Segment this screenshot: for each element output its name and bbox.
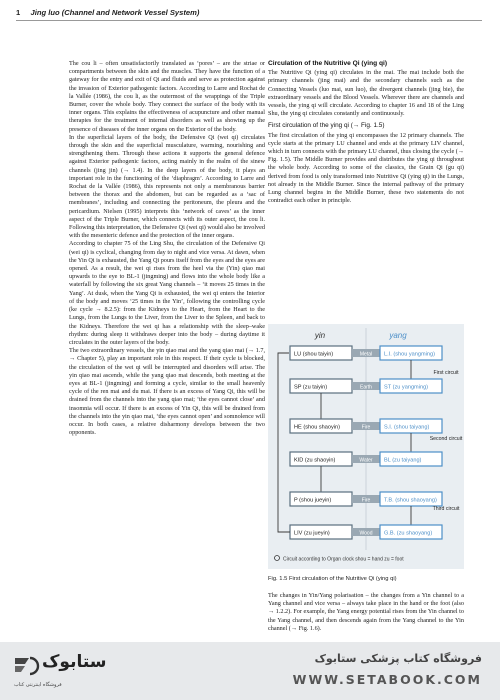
circulation-diagram: [268, 324, 464, 569]
circuit-label: Third circuit: [432, 506, 460, 512]
legend-text: Circuit according to Organ clock shou = hand zu = foot: [283, 556, 404, 563]
right-column: [268, 60, 464, 318]
element-label: Wood: [359, 530, 373, 537]
yang-channel-label: ST (zu yangming): [384, 384, 429, 391]
footer-store-title: فروشگاه کتاب پزشکی ستابوک: [314, 652, 482, 665]
legend-circuit-icon: [275, 556, 280, 561]
yin-channel-label: SP (zu taiyin): [294, 384, 328, 391]
element-label: Fire: [361, 424, 371, 431]
yin-channel-label: LIV (zu jueyin): [294, 530, 330, 537]
yin-label: yin: [314, 331, 326, 340]
intro-paragraph: The Nutritive Qi (ying qi) circulates in the mai. The mai include both the primary channels (jing mai) and the secondary channels such as the Connecting Vessels (luo mai, sun luo), the divergent channels (jing bie), the extraordinary vessels and the Blood Vessels. Wherever there are channels and vessels, the ying qi will circulate. According to chapter 16 and 18 of the Ling Shu, the ying qi circulates constantly and continuously.: [268, 69, 464, 118]
loop-back-arrow: [278, 353, 290, 532]
page-number: 1: [16, 8, 21, 17]
left-column: [69, 60, 265, 654]
page-header: [0, 0, 500, 24]
yang-channel-label: L.I. (shou yangming): [384, 351, 435, 358]
element-label: Earth: [360, 384, 372, 391]
element-label: Water: [359, 457, 373, 464]
logo-subtext: فروشگاه اینترنتی کتاب: [14, 682, 62, 688]
left-paragraph-1: The cou li – often unsatisfactorily translated as ‘pores’ – are the striae or compartments between the skin and the muscles. They have the function of a gateway for the entry and exit of Qi and fluids and serve as protection against the invasion of Exterior pathogenic factors. According to Larre and Rochat de la Vallée (1986), the cou li, as the outermost of the wrappings of the Triple Burner, cover the whole body. They connect the surface of the body with its inner organs. This explains the effectiveness of acupuncture and other manual therapies for the treatment of internal disorders as well as showing up the presence of diseases of the inner organs on the Exterior of the body.: [69, 60, 265, 133]
left-paragraph-2: In the superficial layers of the body, the Defensive Qi (wei qi) circulates through the skin and the superficial musculature, warming, nourishing and strengthening them. Through these actions it supports the general defence against Exterior pathogenic factors, acting mainly in the realm of the sinew channels (jing jin) (→ 1.4). In the deep layers of the body, it plays an important role in the functioning of the ‘diaphragm’. According to Larre and Rochat de la Vallée (1986), this represents not only a membranous barrier between the thorax and the abdomen, but can be regarded as a ‘sac of membranes’, including and connecting the peritoneum, the pleura and the pericardium. Nielsen (1995) interprets this ‘network of caves’ as the inner aspect of the Triple Burner, which connects with its outer aspect, the cou li. Following this interpretation, the Defensive Qi (wei qi) would also be involved with the mesenteric defence and the protection of the inner organs.: [69, 133, 265, 240]
yang-channel-label: BL (zu taiyang): [384, 457, 422, 464]
running-header: [16, 8, 199, 17]
logo-mark-icon: [12, 654, 42, 680]
footer-banner: [0, 642, 500, 700]
figure-caption: Fig. 1.5 First circulation of the Nutritive Qi (ying qi): [268, 576, 397, 582]
legend: [275, 556, 405, 563]
yin-channel-label: HE (shou shaoyin): [294, 424, 341, 431]
yin-channel-label: KID (zu shaoyin): [294, 457, 336, 464]
yang-channel-label: T.B. (shou shaoyang): [384, 497, 437, 504]
element-label: Fire: [361, 497, 371, 504]
left-paragraph-4: The two extraordinary vessels, the yin qiao mai and the yang qiao mai (→ 1.7, → Chapter 5), play an important role in this respect. If their cycle is blocked, the circulation of the wei qi will be interrupted and disorders will arise. The yin qiao mai ascends, while the yang qiao mai descends, both meeting at the eyes at BL-1 (jingming) and forming a cycle, similar to the small heavenly cycle of the ren mai and du mai. If there is an excess of Yang Qi, this will be drained from the channels into the yang qiao mai; ‘the eyes cannot close’ and insomnia will occur. If there is an excess of Yin Qi, this will be drained from the channels into the yin qiao mai, ‘the eyes cannot open’ and somnolence will occur. In both cases, a relative disharmony develops between the two opponents.: [69, 347, 265, 437]
bottom-paragraph: The changes in Yin/Yang polarisation – the changes from a Yin channel to a Yang channel and vice versa – always take place in the hand or the foot (also → 1.2.2). For example, the Yang energy potential rises from the Yin channel to the Yang channel, and then descends again from the Yang channel to the Yin channel (→ Fig. 1.6).: [268, 592, 464, 632]
logo-text: ستابوک: [42, 652, 107, 672]
running-title: Jing luo (Channel and Network Vessel System): [30, 8, 200, 17]
circuit-label: First circuit: [433, 370, 459, 376]
yin-channel-label: P (shou jueyin): [294, 497, 332, 504]
header-rule: [16, 20, 482, 21]
yang-label: yang: [389, 331, 407, 340]
element-label: Metal: [359, 351, 373, 358]
section-heading: Circulation of the Nutritive Qi (ying qi): [268, 60, 388, 67]
yin-channel-label: LU (shou taiyin): [294, 351, 334, 358]
subsection-paragraph: The first circulation of the ying qi encompasses the 12 primary channels. The cycle starts at the primary LU channel and ends at the primary LIV channel, which in turn connects with the primary LU channel, thus closing the cycle (→ Fig. 1.5). The Middle Burner provides and distributes the ying qi throughout the whole body. According to some of the classics, the Grain Qi (gu qi) derived from food is only transformed into Nutritive Qi (ying qi) in the Lungs, not already in the Middle Burner. Since the internal pathway of the primary Lung channel begins in the Middle Burner, these two statements do not contradict each other in principle.: [268, 131, 464, 205]
yang-channel-label: G.B. (zu shaoyang): [384, 530, 433, 537]
left-paragraph-3: According to chapter 75 of the Ling Shu, the circulation of the Defensive Qi (wei qi) is cyclical, changing from day to night and vice versa. At dawn, when the Yin Qi is exhausted, the Yang Qi pours itself from the eyes and the eyes are opened. As a result, the wei qi rises from the heel via the (Yin) qiao mai upwards to the eye to BL-1 (jingming) and flows into the whole body like a waterfall by following the six great Yang channels – ‘it moves 25 times in the Yang’. At dusk, when the Yang Qi is exhausted, the wei qi enters the Interior of the body and moves ‘25 times in the Yin’, following the controlling cycle (ke cycle → 8.2.5): from the Kidneys to the Heart, from the Heart to the Lungs, from the Lungs to the Liver, from the Liver to the Spleen, and back to the Kidneys. Therefore the wei qi has a relationship with the sleep–wake rhythm: during sleep it withdraws deeper into the body – during daytime it circulates in the outer layers of the body.: [69, 240, 265, 346]
figure-diagram: [268, 324, 464, 569]
footer-url[interactable]: WWW.SETABOOK.COM: [292, 672, 482, 687]
setabook-logo[interactable]: [12, 652, 107, 688]
circuit-label: Second circuit: [429, 436, 463, 442]
yang-channel-label: S.I. (shou taiyang): [384, 424, 430, 431]
subsection-heading: First circulation of the ying qi (→ Fig. 1.5): [268, 122, 385, 130]
